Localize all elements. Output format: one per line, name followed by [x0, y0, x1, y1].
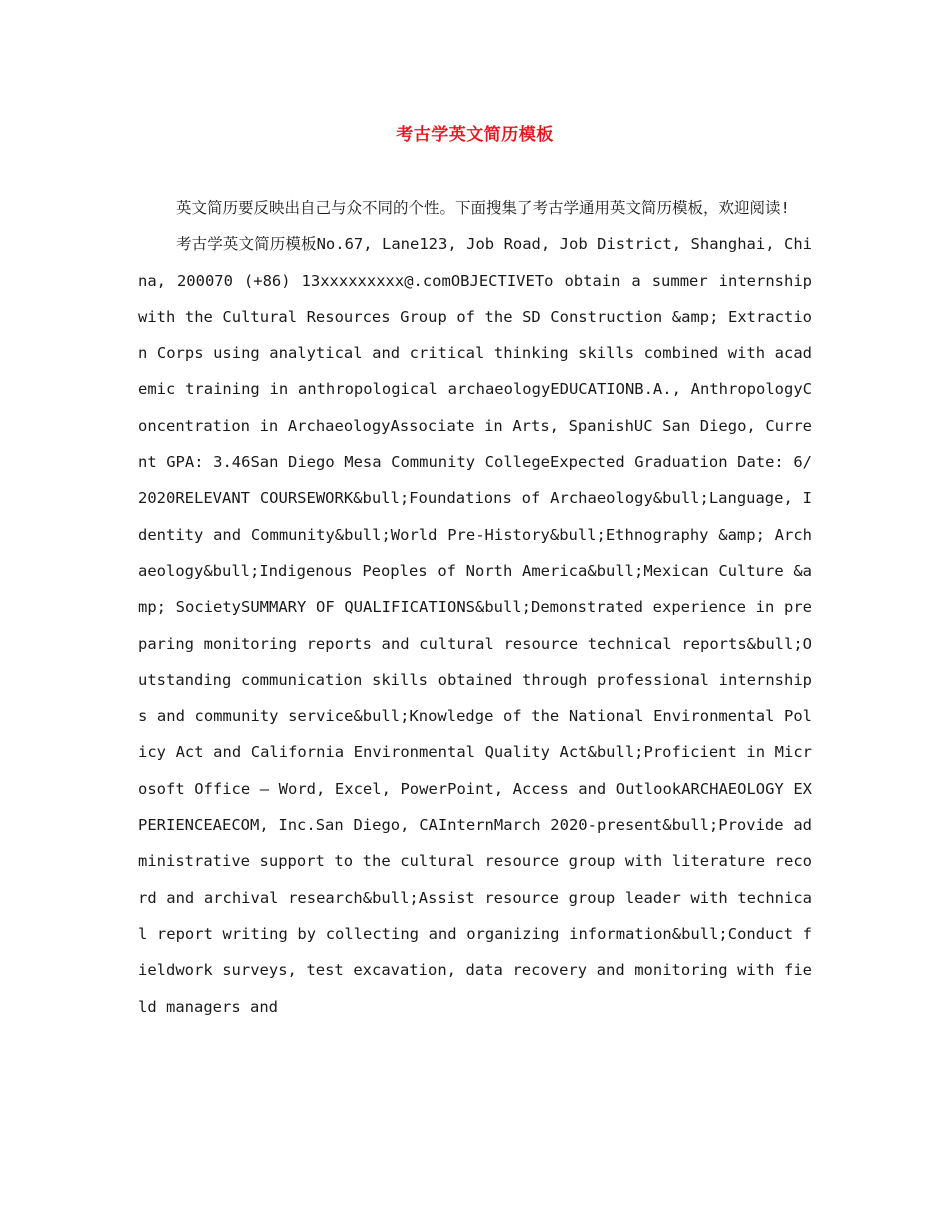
intro-paragraph: 英文简历要反映出自己与众不同的个性。下面搜集了考古学通用英文简历模板，欢迎阅读! [176, 199, 790, 217]
resume-paragraph: 考古学英文简历模板No.67, Lane123, Job Road, Job District, Shanghai, China, 200070 (+86) 13xxxxxxxxx@.comOBJECTIVETo obtain a summer internship with the Cultural Resources Group of the SD Construction &amp; Extraction Corps using analytical and critical thinking skills combined with academic training in anthropological archaeologyEDUCATIONB.A., AnthropologyConcentration in ArchaeologyAssociate in Arts, SpanishUC San Diego, Current GPA: 3.46San Diego Mesa Community CollegeExpected Graduation Date: 6/2020RELEVANT COURSEWORK&bull;Foundations of Archaeology&bull;Language, Identity and Community&bull;World Pre-History&bull;Ethnography &amp; Archaeology&bull;Indigenous Peoples of North America&bull;Mexican Culture &amp; SocietySUMMARY OF QUALIFICATIONS&bull;Demonstrated experience in preparing monitoring reports and cultural resource technical reports&bull;Outstanding communication skills obtained through professional internships and community service&bull;Knowledge of the National Environmental Policy Act and California Environmental Quality Act&bull;Proficient in Microsoft Office – Word, Excel, PowerPoint, Access and OutlookARCHAEOLOGY EXPERIENCEAECOM, Inc.San Diego, CAInternMarch 2020-present&bull;Provide administrative support to the cultural resource group with literature record and archival research&bull;Assist resource group leader with technical report writing by collecting and organizing information&bull;Conduct fieldwork surveys, test excavation, data recovery and monitoring with field managers and [138, 235, 812, 1016]
document-body [138, 190, 812, 1025]
document-title: 考古学英文简历模板 [396, 125, 554, 145]
